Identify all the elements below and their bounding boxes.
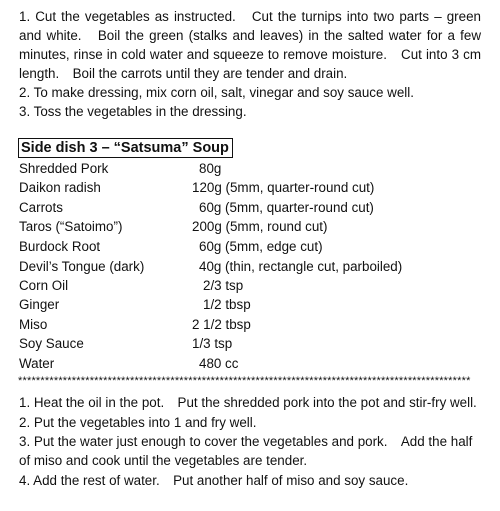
ingredient-amount: 200g (5mm, round cut) [192, 219, 328, 234]
section-heading: Side dish 3 – “Satsuma” Soup [18, 138, 233, 158]
ingredient-row [19, 178, 489, 197]
ingredient-row [19, 257, 489, 276]
ingredient-name: Carrots [19, 200, 63, 215]
ingredient-amount: 80g [199, 161, 222, 176]
intro-step-3: 3. Toss the vegetables in the dressing. [19, 104, 247, 119]
ingredient-name: Devil’s Tongue (dark) [19, 259, 145, 274]
ingredient-amount: 60g (5mm, edge cut) [199, 239, 323, 254]
ingredient-name: Miso [19, 317, 48, 332]
ingredient-name: Burdock Root [19, 239, 101, 254]
ingredient-amount: 120g (5mm, quarter-round cut) [192, 180, 375, 195]
ingredient-row [19, 334, 489, 353]
ingredient-row [19, 354, 489, 373]
asterisk-divider: ***************************************************************************************************** [18, 376, 471, 386]
ingredient-name: Shredded Pork [19, 161, 109, 176]
step-4: 4. Add the rest of water. Put another half of miso and soy sauce. [19, 473, 409, 488]
ingredient-row [19, 295, 489, 314]
ingredient-amount: 2 1/2 tbsp [192, 317, 251, 332]
ingredient-amount: 60g (5mm, quarter-round cut) [199, 200, 374, 215]
intro-step-1: 1. Cut the vegetables as instructed. Cut the turnips into two parts – green and white. Boil the green (stalks and leaves) in the salted water for a few minutes, rinse in cold water and squeeze to remove moisture. Cut into 3 cm length. Boil the carrots until they are tender and drain. [19, 9, 481, 81]
ingredient-name: Corn Oil [19, 278, 69, 293]
ingredient-row [19, 315, 489, 334]
step-2: 2. Put the vegetables into 1 and fry well. [19, 415, 257, 430]
ingredient-name: Ginger [19, 297, 60, 312]
ingredient-name: Soy Sauce [19, 336, 84, 351]
ingredient-name: Water [19, 356, 55, 371]
ingredient-row [19, 237, 489, 256]
ingredient-row [19, 159, 489, 178]
ingredient-row [19, 198, 489, 217]
ingredient-amount: 480 cc [199, 356, 239, 371]
ingredient-name: Daikon radish [19, 180, 101, 195]
step-3: 3. Put the water just enough to cover the vegetables and pork. Add the half of miso and cook until the vegetables are tender. [19, 434, 473, 468]
step-1: 1. Heat the oil in the pot. Put the shredded pork into the pot and stir-fry well. [19, 395, 477, 410]
ingredient-amount: 1/3 tsp [192, 336, 233, 351]
ingredient-amount: 2/3 tsp [203, 278, 244, 293]
ingredient-amount: 40g (thin, rectangle cut, parboiled) [199, 259, 403, 274]
intro-step-2: 2. To make dressing, mix corn oil, salt, vinegar and soy sauce well. [19, 85, 414, 100]
ingredient-name: Taros (“Satoimo”) [19, 219, 123, 234]
ingredient-amount: 1/2 tbsp [203, 297, 251, 312]
ingredient-row [19, 217, 489, 236]
ingredient-row [19, 276, 489, 295]
